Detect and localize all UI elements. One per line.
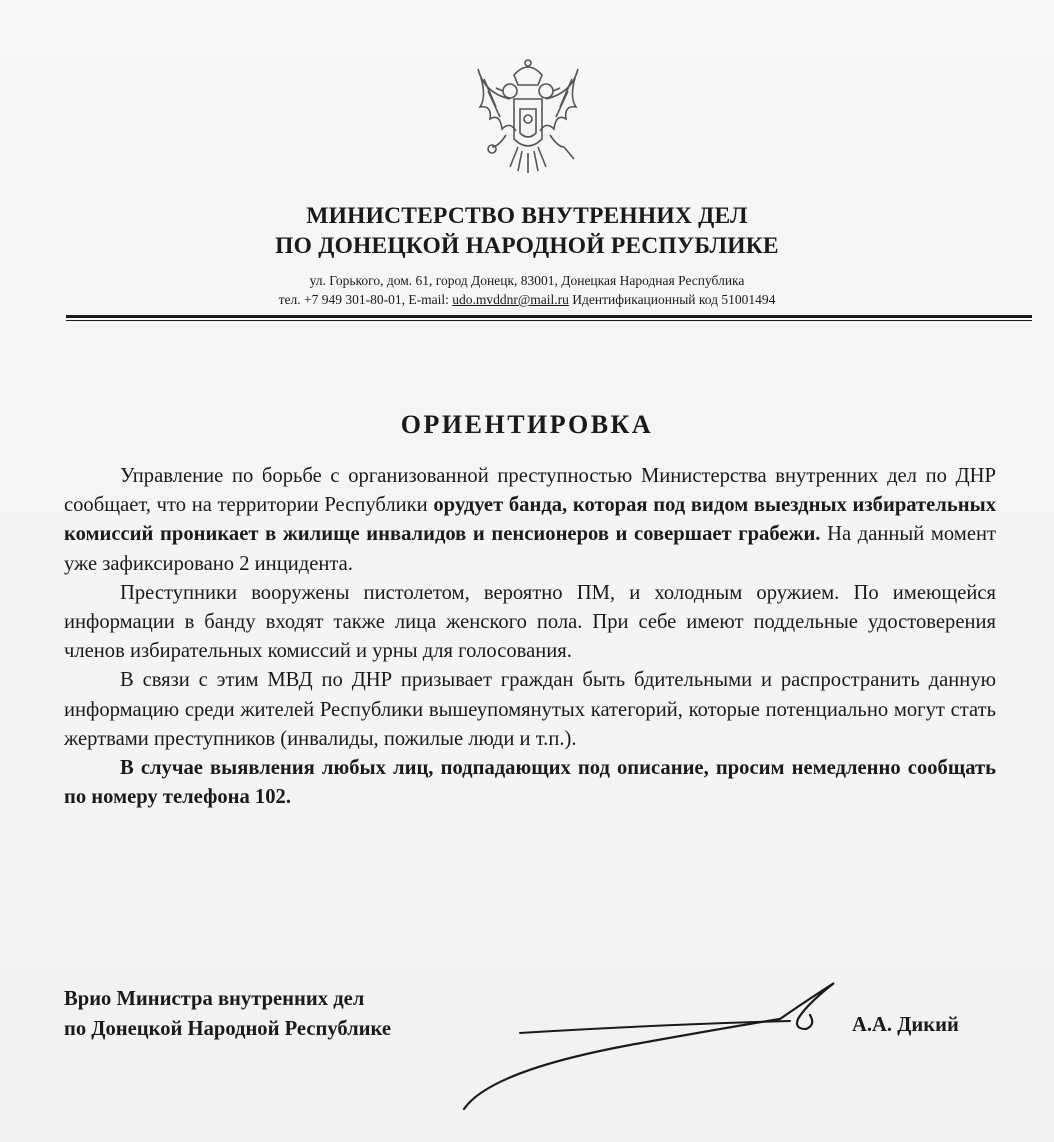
paragraph-2: Преступники вооружены пистолетом, вероятно ПМ, и холодным оружием. По имеющейся информации в банду входят также лица женского пола. При себе имеют поддельные удостоверения членов избирательных комиссий и урны для голосования. — [64, 581, 996, 663]
ministry-contacts — [0, 292, 1054, 308]
header-divider — [66, 315, 1032, 318]
position-line-2: по Донецкой Народной Республике — [64, 1017, 392, 1040]
paragraph-1-text-b: На данный момент уже зафиксировано 2 инцидента. — [64, 523, 996, 575]
coat-of-arms-emblem — [470, 55, 586, 195]
ministry-name-line1: МИНИСТЕРСТВО ВНУТРЕННИХ ДЕЛ — [306, 203, 748, 229]
document-body — [64, 462, 996, 812]
paragraph-3: В связи с этим МВД по ДНР призывает граждан быть бдительными и распространить данную информацию среди жителей Республики вышеупомянутых категорий, которые потенциально могут стать жертвами преступников (инвалиды, пожилые люди и т.п.). — [64, 669, 996, 750]
phone-text: тел. +7 949 301-80-01, E-mail: — [278, 292, 453, 307]
id-code-text: Идентификационный код 51001494 — [568, 292, 776, 307]
header-divider-thin — [66, 320, 1032, 321]
paragraph-1 — [64, 462, 996, 579]
position-line-1: Врио Министра внутренних дел — [64, 988, 365, 1010]
document-title: ОРИЕНТИРОВКА — [400, 410, 654, 439]
ministry-address: ул. Горького, дом. 61, город Донецк, 83001, Донецкая Народная Республика — [309, 273, 745, 288]
email-link[interactable]: udo.mvddnr@mail.ru — [452, 292, 569, 307]
paragraph-4 — [64, 754, 996, 812]
signer-name: А.А. Дикий — [852, 1014, 959, 1036]
paragraph-1-bold: орудует банда, которая под видом выездных избирательных комиссий проникает в жилище инвалидов и пенсионеров и совершает грабежи. — [64, 494, 996, 546]
handwritten-signature — [450, 975, 870, 1115]
paragraph-4-bold: В случае выявления любых лиц, подпадающих под описание, просим немедленно сообщать по номеру телефона 102. — [64, 757, 996, 809]
paragraph-1-text-a: Управление по борьбе с организованной преступностью Министерства внутренних дел по ДНР сообщает, что на территории Республики — [64, 465, 996, 517]
signatory-position — [64, 985, 391, 1044]
ministry-name-line2: ПО ДОНЕЦКОЙ НАРОДНОЙ РЕСПУБЛИКЕ — [275, 233, 779, 259]
